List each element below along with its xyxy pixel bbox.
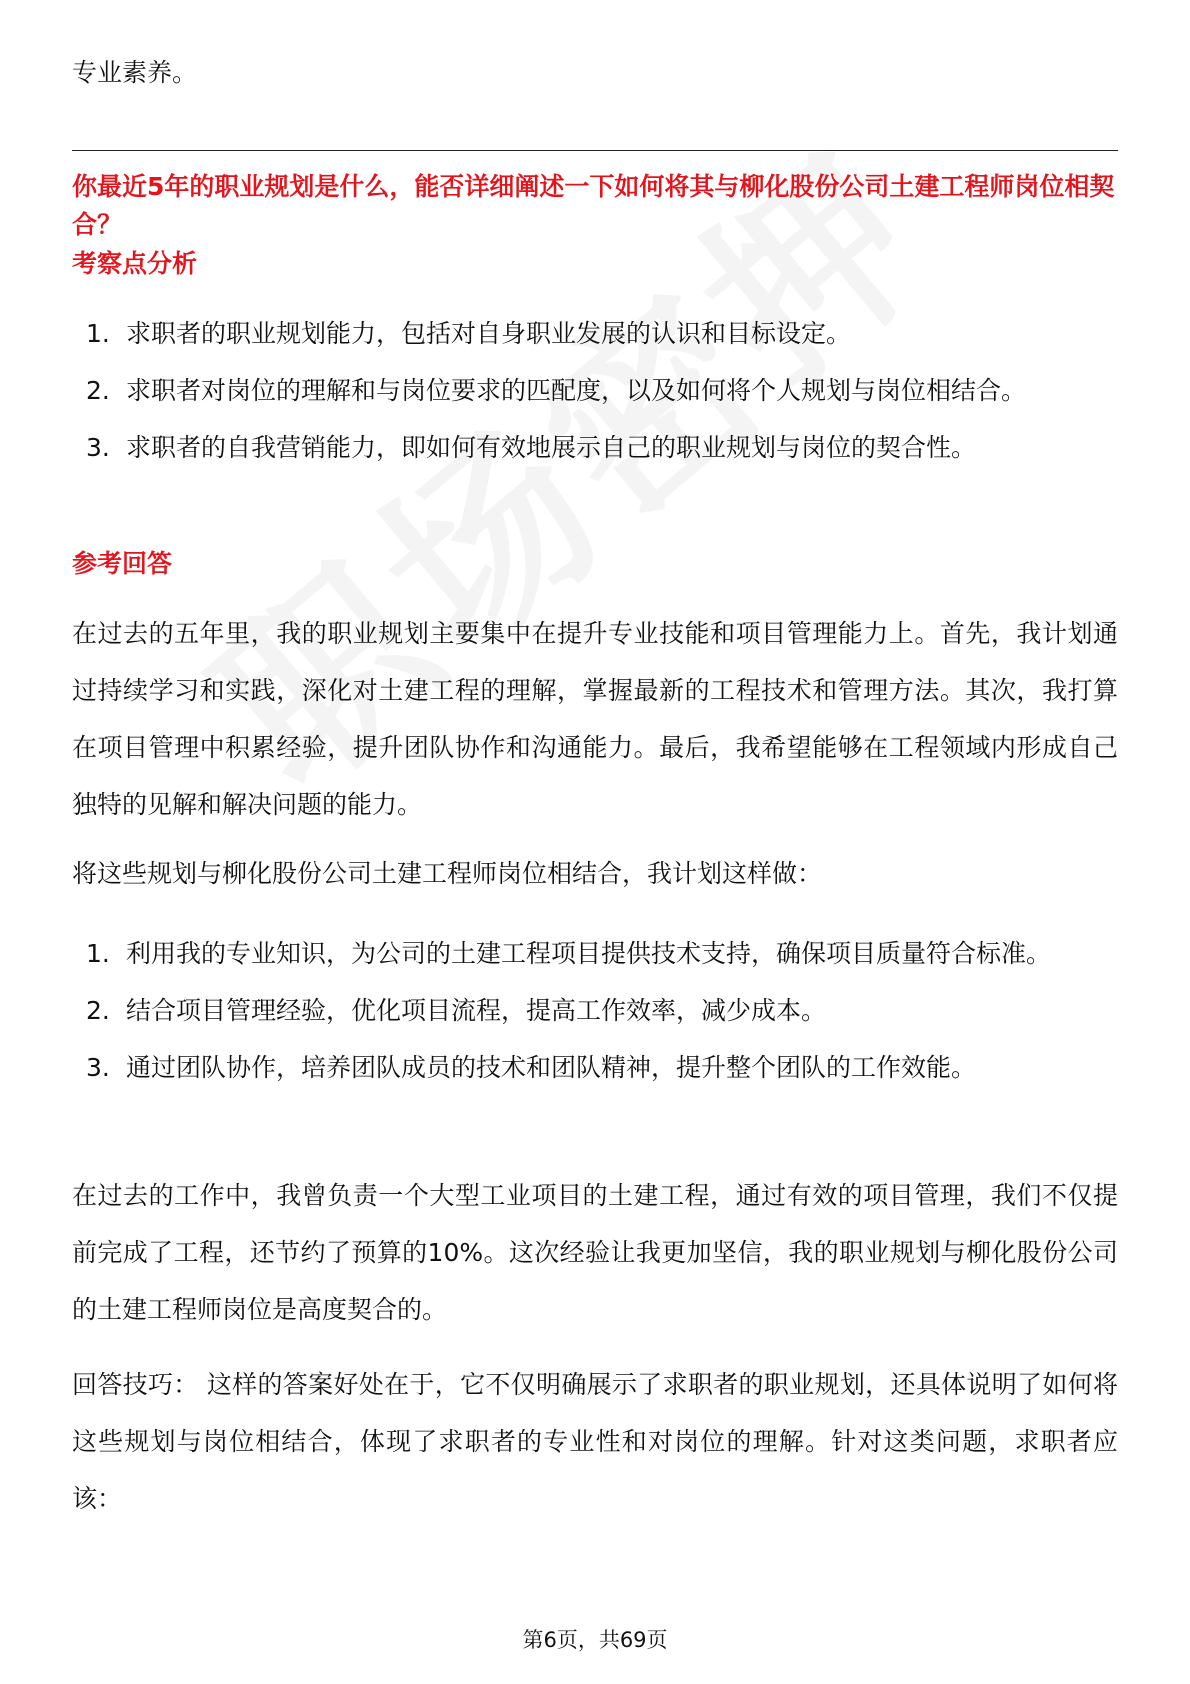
analysis-list xyxy=(72,305,1118,476)
list-item-number: 3. xyxy=(86,1053,110,1082)
analysis-heading: 考察点分析 xyxy=(72,249,198,278)
list-item xyxy=(72,925,1118,982)
list-item xyxy=(72,362,1118,419)
question-title: 你最近5年的职业规划是什么，能否详细阐述一下如何将其与柳化股份公司土建工程师岗位相契合？ xyxy=(72,172,1115,239)
list-item-text: 求职者对岗位的理解和与岗位要求的匹配度，以及如何将个人规划与岗位相结合。 xyxy=(126,376,1027,405)
continued-text: 专业素养。 xyxy=(72,58,198,87)
list-item-text: 结合项目管理经验，优化项目流程，提高工作效率，减少成本。 xyxy=(126,996,827,1025)
answer-heading: 参考回答 xyxy=(72,549,173,578)
list-item-number: 2. xyxy=(86,996,110,1025)
list-item xyxy=(72,305,1118,362)
list-item-text: 利用我的专业知识，为公司的土建工程项目提供技术支持，确保项目质量符合标准。 xyxy=(126,939,1052,968)
list-item-text: 通过团队协作，培养团队成员的技术和团队精神，提升整个团队的工作效能。 xyxy=(126,1053,977,1082)
list-item-text: 求职者的自我营销能力，即如何有效地展示自己的职业规划与岗位的契合性。 xyxy=(126,433,977,462)
list-item-number: 1. xyxy=(86,319,110,348)
list-item-number: 1. xyxy=(86,939,110,968)
list-item xyxy=(72,982,1118,1039)
list-item-text: 求职者的职业规划能力，包括对自身职业发展的认识和目标设定。 xyxy=(126,319,852,348)
answer-paragraph-3: 在过去的工作中，我曾负责一个大型工业项目的土建工程，通过有效的项目管理，我们不仅提前完成了工程，还节约了预算的10%。这次经验让我更加坚信，我的职业规划与柳化股份公司的土建工程师岗位是高度契合的。 xyxy=(72,1181,1118,1324)
list-item-number: 3. xyxy=(86,433,110,462)
page-number-footer: 第6页，共69页 xyxy=(522,1628,668,1652)
list-item xyxy=(72,419,1118,476)
list-item-number: 2. xyxy=(86,376,110,405)
section-divider xyxy=(72,150,1118,151)
list-item xyxy=(72,1039,1118,1096)
answer-list xyxy=(72,925,1118,1096)
answer-tips-paragraph: 回答技巧： 这样的答案好处在于，它不仅明确展示了求职者的职业规划，还具体说明了如何将这些规划与岗位相结合，体现了求职者的专业性和对岗位的理解。针对这类问题，求职者应该： xyxy=(72,1370,1118,1513)
answer-paragraph-1: 在过去的五年里，我的职业规划主要集中在提升专业技能和项目管理能力上。首先，我计划通过持续学习和实践，深化对土建工程的理解，掌握最新的工程技术和管理方法。其次，我打算在项目管理中积累经验，提升团队协作和沟通能力。最后，我希望能够在工程领域内形成自己独特的见解和解决问题的能力。 xyxy=(72,619,1118,819)
answer-paragraph-2: 将这些规划与柳化股份公司土建工程师岗位相结合，我计划这样做： xyxy=(72,859,823,888)
